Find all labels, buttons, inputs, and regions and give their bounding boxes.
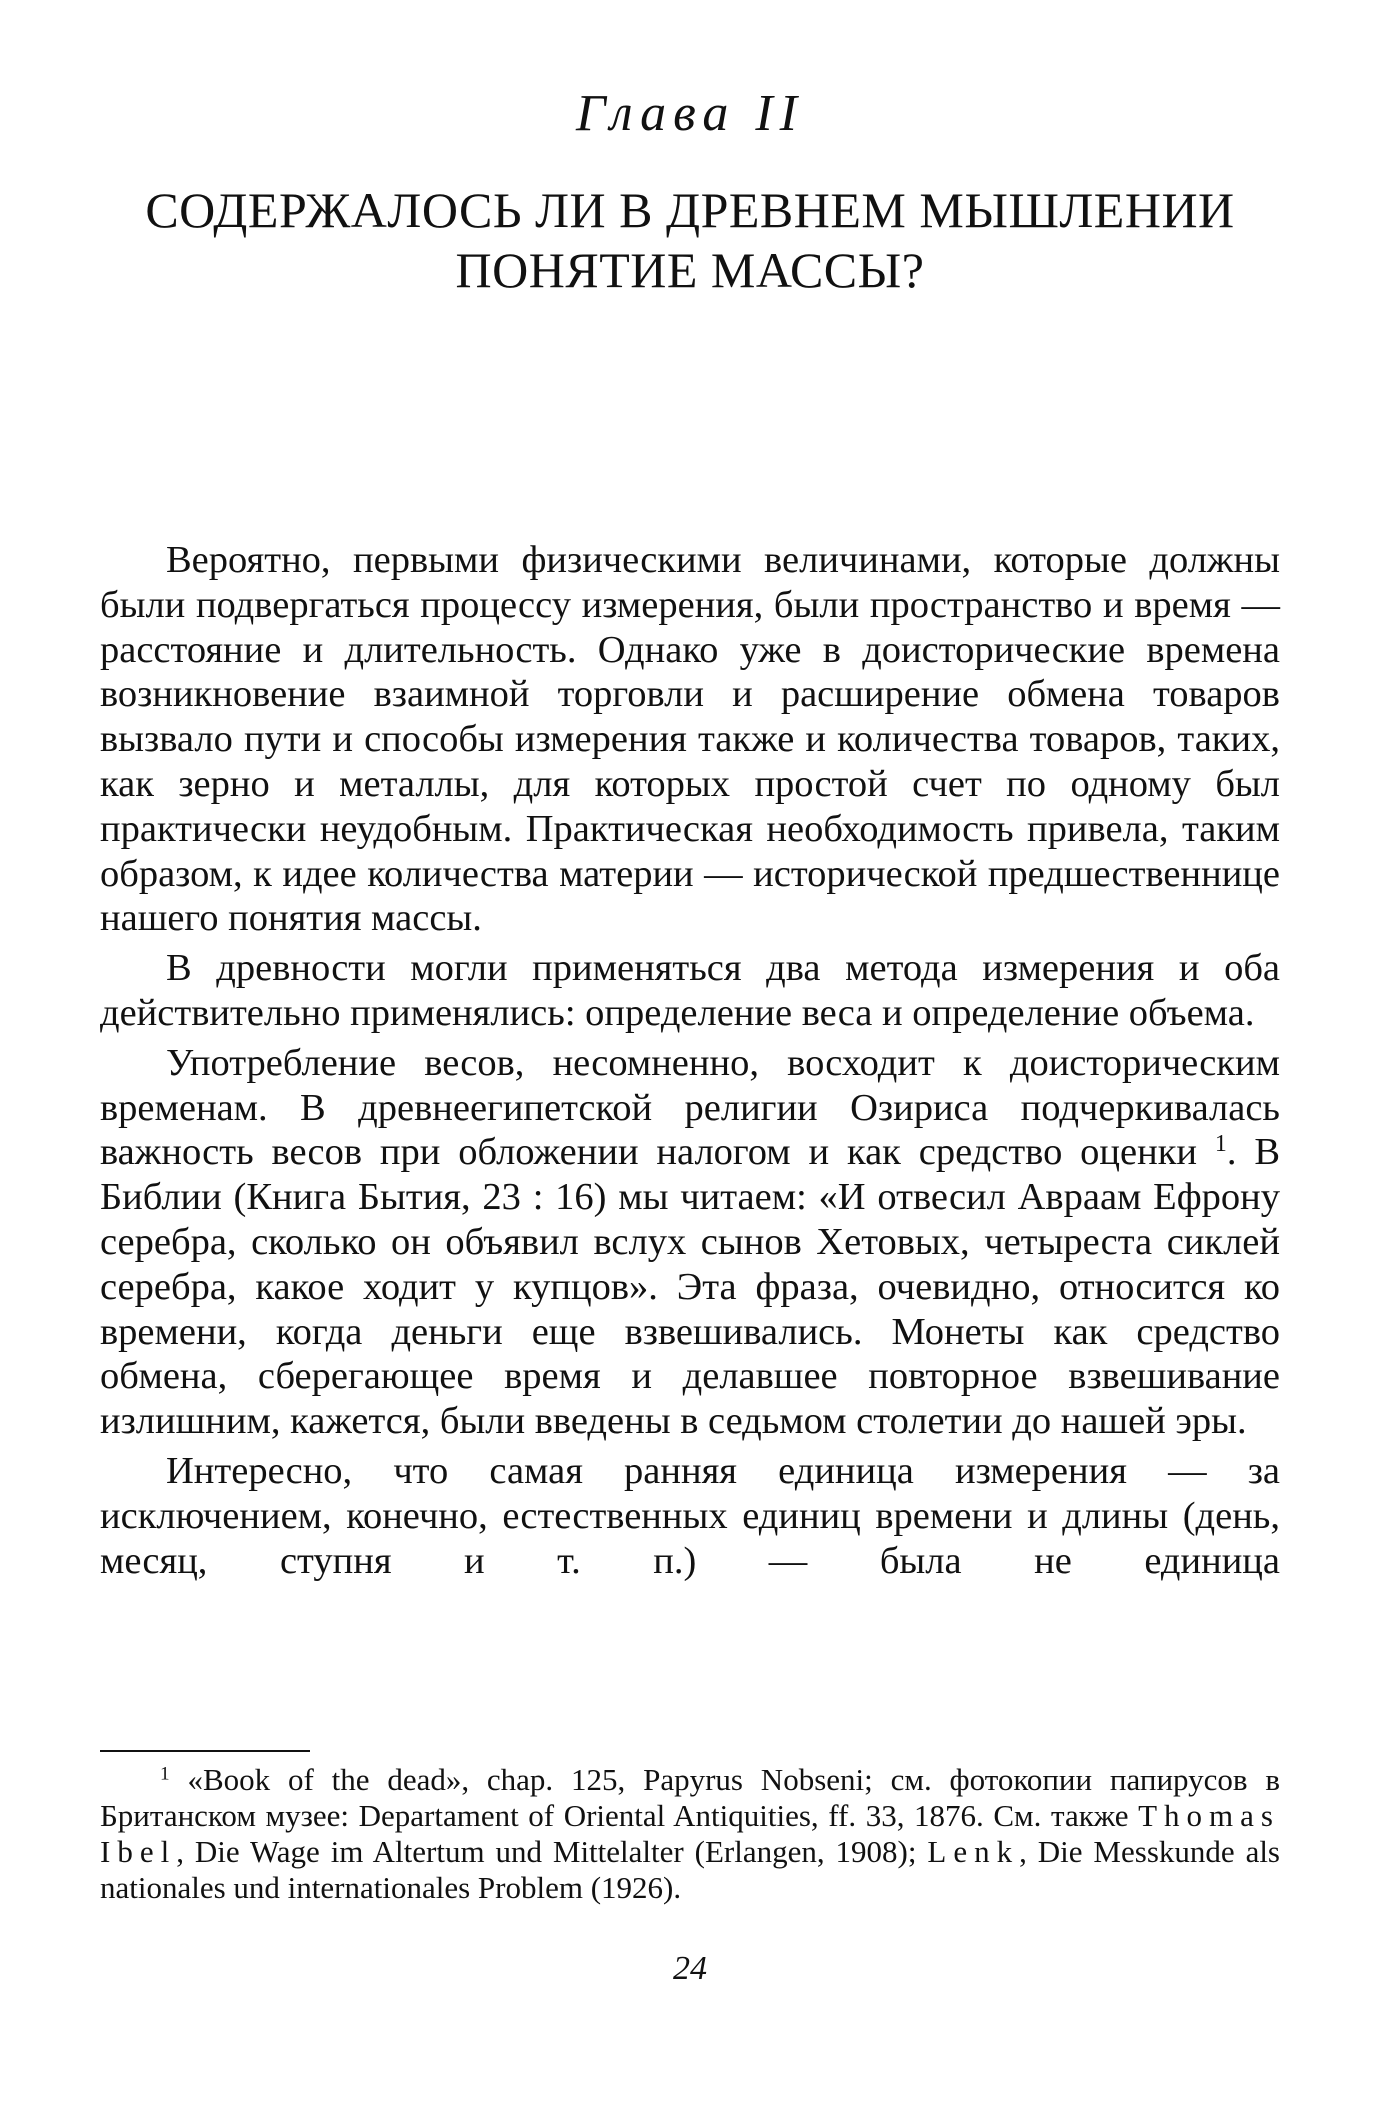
chapter-title-line-1: СОДЕРЖАЛОСЬ ЛИ В ДРЕВНЕМ МЫШЛЕНИИ xyxy=(145,182,1235,238)
chapter-title xyxy=(100,180,1280,300)
footnote-divider xyxy=(100,1750,310,1752)
footnote xyxy=(100,1762,1280,1906)
body-text xyxy=(100,538,1280,1583)
paragraph-3-text-a: Употребление весов, несомненно, восходит к доисторическим временам. В древнеегипетской религии Озириса подчеркивалась важность весов при обложении налогом и как средство оценки xyxy=(100,1041,1280,1174)
chapter-label: Глава II xyxy=(576,85,804,142)
footnote-reference: 1 xyxy=(1214,1131,1227,1158)
book-page xyxy=(100,0,1280,2125)
footnote-author-2: Lenk xyxy=(927,1834,1020,1869)
footnote-mark: 1 xyxy=(160,1763,170,1785)
paragraph-3 xyxy=(100,1041,1280,1444)
footnote-text-3: , Die Messkunde als nationales und internationales Problem (1926). xyxy=(100,1834,1280,1905)
chapter-title-line-2: ПОНЯТИЕ МАССЫ? xyxy=(455,242,925,298)
footnote-author-1: Thomas Ibel xyxy=(100,1798,1280,1869)
paragraph-1: Вероятно, первыми физическими величинами, которые должны были подвергаться процессу измерения, были пространство и время — расстояние и длительность. Однако уже в доисторические времена возникновение взаимной торговли и расширение обмена товаров вызвало пути и способы измерения также и количества товаров, таких, как зерно и металлы, для которых простой счет по одному был практически неудобным. Практическая необходимость привела, таким образом, к идее количества материи — исторической предшественнице нашего понятия массы. xyxy=(100,539,1280,940)
paragraph-3-text-b: . В Библии (Книга Бытия, 23 : 16) мы читаем: «И отвесил Авраам Ефрону серебра, сколько он объявил вслух сынов Хетовых, четыреста сиклей серебра, какое ходит у купцов». Эта фраза, очевидно, относится ко времени, когда деньги еще взвешивались. Монеты как средство обмена, сберегающее время и делавшее повторное взвешивание излишним, кажется, были введены в седьмом столетии до нашей эры. xyxy=(100,1131,1280,1443)
page-number: 24 xyxy=(673,1950,707,1987)
footnote-text-2: , Die Wage im Altertum und Mittelalter (Erlangen, 1908); xyxy=(176,1834,928,1869)
paragraph-4: Интересно, что самая ранняя единица измерения — за исключением, конечно, естественных единиц времени и длины (день, месяц, ступня и т. п.) — была не единица xyxy=(100,1449,1280,1582)
footnote-text-1: «Book of the dead», chap. 125, Papyrus Nobseni; см. фотокопии папирусов в Британском музее: Departament of Oriental Antiquities, ff. 33, 1876. См. также xyxy=(100,1762,1281,1833)
paragraph-2: В древности могли применяться два метода измерения и оба действительно применялись: определение веса и определение объема. xyxy=(100,947,1280,1034)
